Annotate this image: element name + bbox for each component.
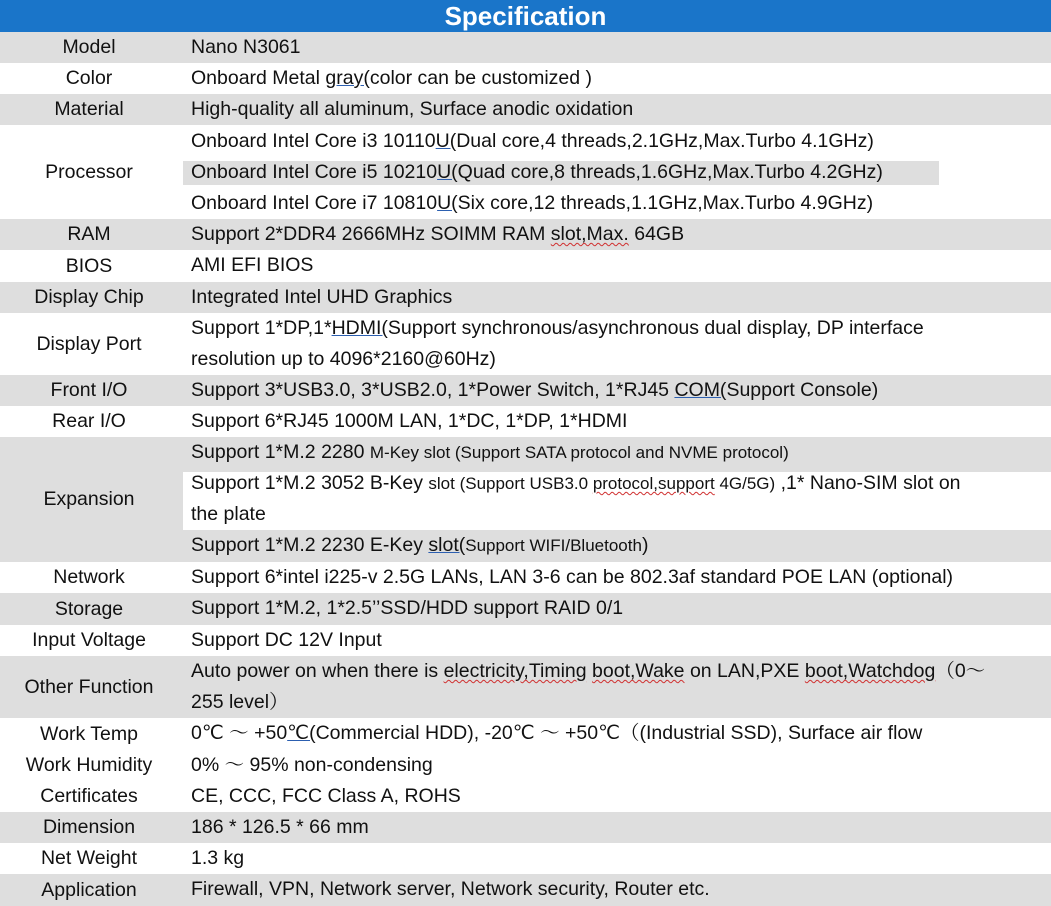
row-label: RAM bbox=[67, 223, 111, 245]
row-front-io bbox=[0, 375, 1051, 406]
value-line bbox=[191, 188, 1045, 219]
row-label: Expansion bbox=[43, 488, 135, 510]
row-value bbox=[191, 718, 1045, 749]
row-value: 186 * 126.5 * 66 mm bbox=[191, 816, 369, 838]
value-line bbox=[191, 126, 1045, 157]
value-text: slot( bbox=[428, 534, 466, 556]
row-label: Model bbox=[62, 36, 116, 58]
value-text: Onboard Intel Core i7 10810 bbox=[191, 192, 438, 214]
row-value: Firewall, VPN, Network server, Network security, Router etc. bbox=[191, 878, 710, 900]
value-text: ℃( bbox=[287, 722, 316, 744]
value-line: the plate bbox=[191, 503, 266, 525]
row-label: Certificates bbox=[40, 785, 138, 807]
row-value: Support 6*RJ45 1000M LAN, 1*DC, 1*DP, 1*HDMI bbox=[191, 410, 628, 432]
row-work-humidity bbox=[0, 750, 1051, 781]
value-line bbox=[191, 313, 1045, 344]
value-text: Six core,12 threads,1.1GHz,Max.Turbo 4.9GHz) bbox=[457, 192, 874, 214]
value-line bbox=[191, 437, 1045, 468]
table-header: Specification bbox=[0, 0, 1051, 32]
row-value bbox=[191, 63, 1045, 94]
value-text: 64GB bbox=[628, 223, 685, 245]
row-value: Support DC 12V Input bbox=[191, 629, 382, 651]
row-value: CE, CCC, FCC Class A, ROHS bbox=[191, 785, 461, 807]
value-text: U( bbox=[435, 130, 457, 152]
value-text: electricity,Timing bbox=[443, 660, 587, 682]
row-bios bbox=[0, 250, 1051, 282]
row-value: Support 6*intel i225-v 2.5G LANs, LAN 3-6 can be 802.3af standard POE LAN (optional) bbox=[191, 566, 954, 588]
row-label: Application bbox=[41, 878, 137, 901]
row-display-port bbox=[0, 313, 1051, 375]
value-text: Onboard Intel Core i5 10210 bbox=[191, 161, 438, 183]
value-line bbox=[191, 468, 1045, 499]
value-text: Onboard Intel Core i3 10110 bbox=[191, 130, 436, 152]
row-color bbox=[0, 63, 1051, 94]
value-text: slot,Max. bbox=[550, 223, 629, 245]
value-text: boot,Wake bbox=[592, 660, 685, 682]
value-text: slot (Support USB3.0 bbox=[428, 474, 593, 493]
value-text: Quad core,8 threads,1.6GHz,Max.Turbo 4.2GHz) bbox=[457, 161, 883, 183]
row-label: Net Weight bbox=[40, 847, 138, 869]
row-value bbox=[191, 656, 1045, 718]
row-label: Other Function bbox=[24, 675, 154, 698]
row-display-chip bbox=[0, 282, 1051, 313]
row-label: Color bbox=[65, 67, 113, 89]
row-value: Nano N3061 bbox=[191, 36, 301, 58]
value-text: Support 1*DP,1* bbox=[191, 317, 332, 339]
value-text: on LAN,PXE bbox=[684, 660, 805, 682]
value-text: color can be customized ) bbox=[369, 67, 593, 89]
value-text: Dual core,4 threads,2.1GHz,Max.Turbo 4.1GHz) bbox=[456, 130, 874, 152]
value-text: Support 2*DDR4 2666MHz SOIMM RAM bbox=[191, 223, 551, 245]
value-line: resolution up to 4096*2160@60Hz) bbox=[191, 348, 496, 370]
value-line bbox=[191, 656, 1045, 687]
value-text: HDMI( bbox=[331, 317, 388, 339]
row-label: Work Temp bbox=[40, 722, 138, 745]
value-text: （0～ bbox=[935, 660, 986, 682]
row-net-weight bbox=[0, 843, 1051, 874]
value-text: Support 1*M.2 2230 E-Key bbox=[191, 534, 429, 556]
row-label: Input Voltage bbox=[32, 629, 146, 651]
value-text: boot,Watchdog bbox=[804, 660, 936, 682]
row-expansion bbox=[0, 437, 1051, 562]
row-other-function bbox=[0, 656, 1051, 718]
row-value: Support 1*M.2, 1*2.5’’SSD/HDD support RAID 0/1 bbox=[191, 597, 624, 619]
row-value: AMI EFI BIOS bbox=[191, 254, 314, 276]
value-text: M-Key slot (Support SATA protocol and NVME protocol) bbox=[369, 443, 789, 462]
value-line bbox=[191, 530, 1045, 561]
value-text: ) bbox=[641, 534, 649, 556]
row-material bbox=[0, 94, 1051, 125]
row-work-temp bbox=[0, 718, 1051, 750]
row-value bbox=[191, 437, 1045, 561]
value-text: Support synchronous/asynchronous dual display, DP interface bbox=[387, 317, 924, 339]
value-text: COM( bbox=[674, 379, 727, 401]
row-label: BIOS bbox=[65, 254, 113, 277]
value-text: Support 3*USB3.0, 3*USB2.0, 1*Power Switch, 1*RJ45 bbox=[191, 379, 675, 401]
row-label: Network bbox=[53, 566, 125, 588]
row-value: High-quality all aluminum, Surface anodic oxidation bbox=[191, 98, 634, 120]
value-text: protocol,support bbox=[592, 474, 715, 493]
value-line: 255 level） bbox=[191, 691, 289, 713]
row-label: Storage bbox=[54, 597, 124, 620]
row-label: Rear I/O bbox=[52, 410, 126, 432]
row-network bbox=[0, 562, 1051, 593]
row-application bbox=[0, 874, 1051, 906]
value-text: gray( bbox=[325, 67, 370, 89]
row-value bbox=[191, 126, 1045, 219]
value-text: U( bbox=[437, 161, 458, 183]
row-value: Integrated Intel UHD Graphics bbox=[191, 286, 453, 308]
value-line bbox=[191, 157, 1045, 188]
row-label: Work Humidity bbox=[25, 754, 153, 776]
row-label: Display Chip bbox=[34, 286, 144, 308]
value-text: Support WIFI/Bluetooth bbox=[465, 536, 642, 555]
row-label: Display Port bbox=[36, 332, 142, 355]
value-text: Support Console) bbox=[726, 379, 879, 401]
row-model bbox=[0, 32, 1051, 63]
row-label: Dimension bbox=[42, 816, 136, 838]
value-text: Auto power on when there is bbox=[191, 660, 444, 682]
row-rear-io bbox=[0, 406, 1051, 437]
row-label: Processor bbox=[45, 161, 133, 183]
row-value bbox=[191, 219, 1045, 250]
value-text: 0℃ ～ +50 bbox=[191, 722, 288, 744]
row-processor bbox=[0, 126, 1051, 219]
row-dimension bbox=[0, 812, 1051, 843]
value-text: Onboard Metal bbox=[191, 67, 326, 89]
row-input-voltage bbox=[0, 625, 1051, 656]
row-storage bbox=[0, 593, 1051, 625]
row-label: Material bbox=[54, 98, 124, 120]
value-text: Commercial HDD), -20℃ ～ +50℃（(Industrial SSD), Surface air flow bbox=[315, 722, 923, 744]
row-value bbox=[191, 375, 1045, 406]
row-value: 1.3 kg bbox=[191, 847, 245, 869]
row-value: 0% ～ 95% non-condensing bbox=[191, 754, 433, 776]
value-text: 4G/5G) bbox=[714, 474, 776, 493]
row-certificates bbox=[0, 781, 1051, 812]
row-label: Front I/O bbox=[50, 379, 128, 401]
row-ram bbox=[0, 219, 1051, 250]
value-text: Support 1*M.2 3052 B-Key bbox=[191, 472, 429, 494]
row-value bbox=[191, 313, 1045, 375]
value-text: ,1* Nano-SIM slot on bbox=[775, 472, 961, 494]
value-text: U( bbox=[437, 192, 458, 214]
value-text: Support 1*M.2 2280 bbox=[191, 441, 370, 463]
